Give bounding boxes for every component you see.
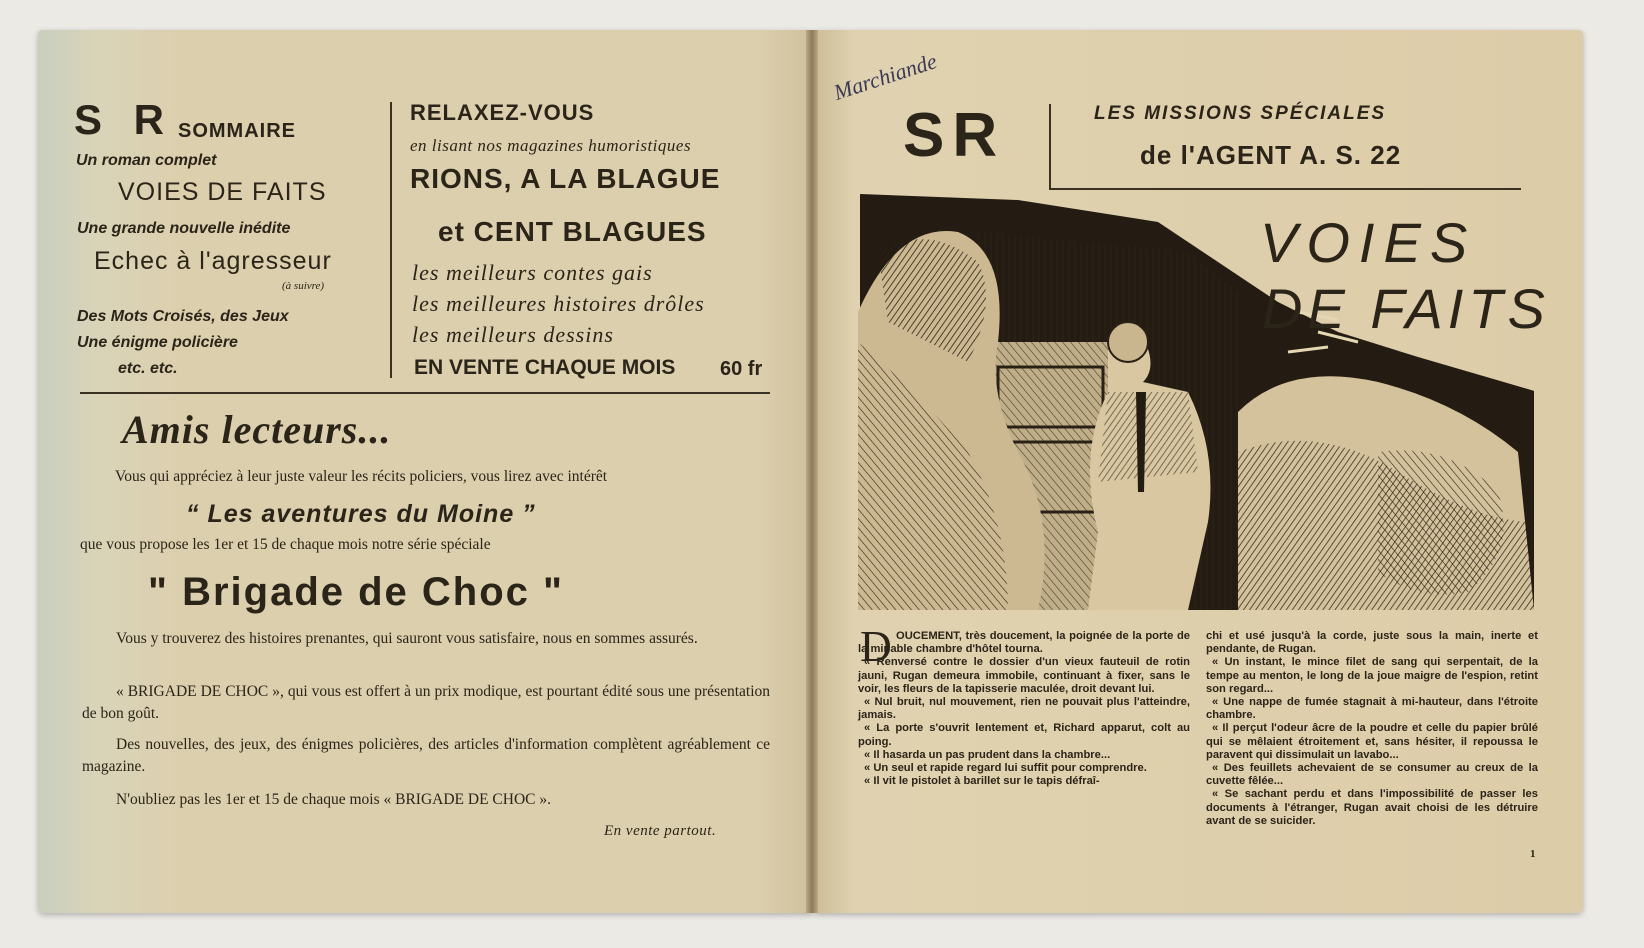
header-divider-horizontal: [1049, 188, 1521, 190]
amis-paragraph-3: Des nouvelles, des jeux, des énigmes policières, des articles d'information complètent agréablement ce magazine.: [82, 736, 770, 775]
relax-subtitle: en lisant nos magazines humoristiques: [410, 136, 692, 155]
story-col1-para: « La porte s'ouvrit lentement et, Richard apparut, colt au poing.: [858, 722, 1190, 748]
sommaire-line4: Echec à l'agresseur: [94, 247, 332, 275]
story-col2-para: « Se sachant perdu et dans l'impossibilité de passer les documents à l'étranger, Rugan avait choisi de les détruire avant de se suicider.: [1206, 788, 1538, 827]
relax-item-3: les meilleurs dessins: [412, 322, 614, 347]
amis-paragraph-4: N'oubliez pas les 1er et 15 de chaque mois « BRIGADE DE CHOC ».: [116, 791, 551, 808]
story-col2-para: chi et usé jusqu'à la corde, juste sous la main, inerte et pendante, de Rugan.: [1206, 630, 1538, 656]
amis-intro: Vous qui appréciez à leur juste valeur les récits policiers, vous lirez avec intérêt: [115, 468, 608, 485]
amis-divider: [80, 392, 770, 394]
story-col2-para: « Des feuillets achevaient de se consumer au creux de la cuvette fêlée...: [1206, 762, 1538, 788]
amis-heading: Amis lecteurs...: [122, 407, 392, 452]
story-col1-para: « Renversé contre le dossier d'un vieux fauteuil de rotin jauni, Rugan demeura immobile, continuant à fixer, sans le voir, les fleurs de la tapisserie maculée, droit devant lui.: [858, 656, 1190, 695]
relax-price: 60 fr: [720, 358, 763, 380]
story-col1-para: « Un seul et rapide regard lui suffit pour comprendre.: [864, 762, 1147, 775]
book-spine: [806, 30, 818, 913]
relax-item-1: les meilleurs contes gais: [412, 260, 653, 285]
story-column-1: [858, 630, 1190, 788]
story-col2-para: « Un instant, le mince filet de sang qui serpentait, de la tempe au menton, le long de la joue maigre de l'espion, retint son regard...: [1206, 656, 1538, 695]
amis-propose: que vous propose les 1er et 15 de chaque mois notre série spéciale: [80, 536, 491, 553]
story-col2-para: « Il perçut l'odeur âcre de la poudre et celle du papier brûlé qui se mêlaient étroitement et, sans hésiter, il repoussa le paravent qui dissimulait un lavabo...: [1206, 722, 1538, 761]
relax-item-2: les meilleures histoires drôles: [412, 291, 705, 316]
header-missions: LES MISSIONS SPÉCIALES: [1094, 103, 1387, 124]
sommaire-line7: etc. etc.: [118, 360, 178, 377]
sommaire-line6: Une énigme policière: [77, 334, 238, 351]
sommaire-line4-note: (à suivre): [282, 280, 325, 292]
sommaire-title: SOMMAIRE: [178, 120, 296, 142]
story-col1-para: OUCEMENT, très doucement, la poignée de la porte de la minable chambre d'hôtel tourna.: [858, 630, 1190, 656]
amis-series-2: " Brigade de Choc ": [148, 570, 564, 614]
header-sr-logo: SR: [903, 101, 1006, 170]
amis-signature: En vente partout.: [604, 823, 717, 839]
sommaire-line5: Des Mots Croisés, des Jeux: [77, 308, 289, 325]
amis-paragraph-2: « BRIGADE DE CHOC », qui vous est offert à un prix modique, est pourtant édité sous une présentation de bon goût.: [82, 683, 770, 722]
header-agent: de l'AGENT A. S. 22: [1140, 140, 1402, 170]
handwritten-note: Marchiande: [830, 48, 940, 105]
amis-paragraph-1: Vous y trouverez des histoires prenantes, qui sauront vous satisfaire, nous en sommes assurés.: [116, 630, 698, 647]
story-col1-para: « Il vit le pistolet à barillet sur le tapis défraî-: [864, 775, 1100, 788]
relax-magazine-1: RIONS, A LA BLAGUE: [410, 163, 721, 194]
sommaire-line2: VOIES DE FAITS: [118, 178, 327, 206]
sommaire-line3: Une grande nouvelle inédite: [77, 220, 291, 237]
page-number: 1: [1530, 848, 1536, 860]
sommaire-divider: [390, 102, 392, 378]
story-col1-para: « Nul bruit, nul mouvement, rien ne pouvait plus l'atteindre, jamais.: [858, 696, 1190, 722]
header-divider-vertical: [1049, 104, 1051, 188]
story-column-2: [1206, 630, 1538, 828]
sommaire-line1: Un roman complet: [76, 152, 217, 169]
relax-sale: EN VENTE CHAQUE MOIS: [414, 356, 676, 379]
sommaire-sr-logo: S R: [74, 96, 175, 143]
story-col1-para: « Il hasarda un pas prudent dans la chambre...: [864, 748, 1111, 761]
story-dropcap: D: [860, 622, 892, 671]
story-col2-para: « Une nappe de fumée stagnait à mi-hauteur, dans l'étroite chambre.: [1206, 696, 1538, 722]
relax-magazine-2: et CENT BLAGUES: [438, 216, 707, 247]
story-title-line1: VOIES: [1260, 211, 1477, 274]
story-title-line2: DE FAITS: [1262, 277, 1550, 340]
amis-series-1: “ Les aventures du Moine ”: [186, 500, 536, 528]
relax-title: RELAXEZ-VOUS: [410, 100, 595, 125]
